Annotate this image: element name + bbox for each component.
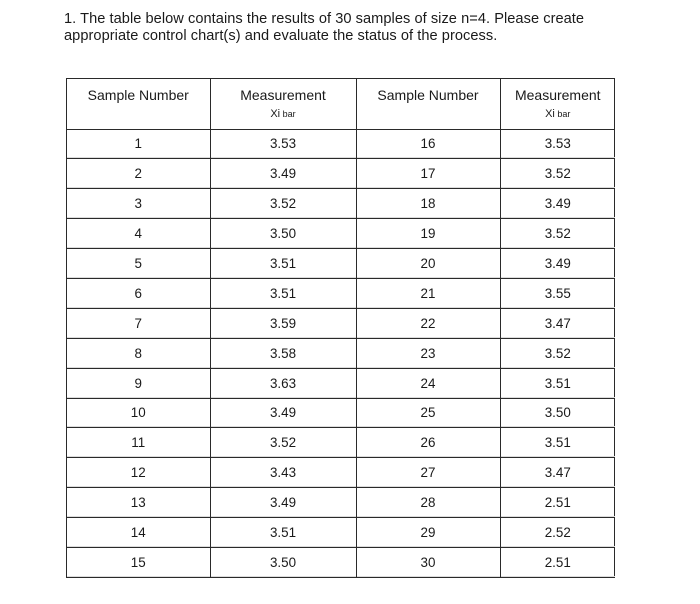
header-sample-number-left: Sample Number xyxy=(67,79,210,129)
sample-number-cell: 1 xyxy=(67,129,210,159)
sample-number-cell: 21 xyxy=(356,278,500,308)
sample-number-cell: 24 xyxy=(356,368,500,398)
header-measurement-subtitle: Xi bar xyxy=(270,108,296,120)
sample-number-cell: 18 xyxy=(356,189,500,219)
sample-data-table xyxy=(66,78,615,578)
table-row xyxy=(67,308,615,338)
header-measurement-subtitle: Xi bar xyxy=(545,108,571,120)
measurement-cell: 2.51 xyxy=(500,547,615,576)
sample-number-cell: 3 xyxy=(67,189,210,219)
sample-number-cell: 13 xyxy=(67,488,210,518)
measurement-cell: 3.51 xyxy=(210,278,356,308)
measurement-cell: 3.51 xyxy=(210,518,356,548)
measurement-cell: 3.51 xyxy=(500,368,615,398)
measurement-cell: 2.51 xyxy=(500,488,615,518)
measurement-cell: 3.51 xyxy=(500,428,615,458)
sample-number-cell: 16 xyxy=(356,129,500,159)
measurement-cell: 3.47 xyxy=(500,308,615,338)
measurement-cell: 3.52 xyxy=(210,428,356,458)
measurement-cell: 3.51 xyxy=(210,249,356,279)
table-row xyxy=(67,219,615,249)
sample-number-cell: 29 xyxy=(356,518,500,548)
sample-number-cell: 27 xyxy=(356,458,500,488)
question-line-1: 1. The table below contains the results of 30 samples of size n=4. Please create xyxy=(64,11,585,27)
table-row xyxy=(67,488,615,518)
table-row xyxy=(67,249,615,279)
sample-number-cell: 28 xyxy=(356,488,500,518)
table-row xyxy=(67,338,615,368)
sample-number-cell: 5 xyxy=(67,249,210,279)
table-row xyxy=(67,398,615,428)
sample-number-cell: 10 xyxy=(67,398,210,428)
measurement-cell: 3.53 xyxy=(210,129,356,159)
table-header-row xyxy=(67,79,615,129)
measurement-cell: 3.55 xyxy=(500,278,615,308)
table-row xyxy=(67,189,615,219)
sample-number-cell: 2 xyxy=(67,159,210,189)
measurement-cell: 3.49 xyxy=(500,249,615,279)
measurement-cell: 3.50 xyxy=(210,219,356,249)
header-measurement-right: Measurement Xi bar xyxy=(500,79,615,129)
measurement-cell: 3.49 xyxy=(500,189,615,219)
measurement-cell: 3.58 xyxy=(210,338,356,368)
measurement-cell: 3.52 xyxy=(500,219,615,249)
measurement-cell: 3.49 xyxy=(210,488,356,518)
sample-number-cell: 12 xyxy=(67,458,210,488)
measurement-cell: 3.47 xyxy=(500,458,615,488)
sample-number-cell: 11 xyxy=(67,428,210,458)
measurement-cell: 3.43 xyxy=(210,458,356,488)
sample-number-cell: 20 xyxy=(356,249,500,279)
sample-number-cell: 4 xyxy=(67,219,210,249)
sample-number-cell: 22 xyxy=(356,308,500,338)
question-line-2: appropriate control chart(s) and evaluate the status of the process. xyxy=(64,28,498,44)
measurement-cell: 3.52 xyxy=(500,159,615,189)
measurement-cell: 2.52 xyxy=(500,518,615,548)
sample-number-cell: 26 xyxy=(356,428,500,458)
table-row xyxy=(67,518,615,548)
sample-number-cell: 19 xyxy=(356,219,500,249)
sample-number-cell: 15 xyxy=(67,547,210,576)
measurement-cell: 3.50 xyxy=(500,398,615,428)
measurement-cell: 3.53 xyxy=(500,129,615,159)
sample-number-cell: 6 xyxy=(67,278,210,308)
measurement-cell: 3.63 xyxy=(210,368,356,398)
header-sample-number-right: Sample Number xyxy=(356,79,500,129)
question-text xyxy=(64,11,684,45)
measurement-cell: 3.50 xyxy=(210,547,356,576)
sample-number-cell: 17 xyxy=(356,159,500,189)
sample-number-cell: 14 xyxy=(67,518,210,548)
sample-number-cell: 7 xyxy=(67,308,210,338)
measurement-cell: 3.52 xyxy=(210,189,356,219)
table-row xyxy=(67,428,615,458)
table-row xyxy=(67,368,615,398)
table-row xyxy=(67,458,615,488)
measurement-cell: 3.49 xyxy=(210,159,356,189)
table-row xyxy=(67,547,615,576)
sample-number-cell: 23 xyxy=(356,338,500,368)
sample-number-cell: 30 xyxy=(356,547,500,576)
table-row xyxy=(67,278,615,308)
measurement-cell: 3.49 xyxy=(210,398,356,428)
header-measurement-left: Measurement Xi bar xyxy=(210,79,356,129)
table-row xyxy=(67,129,615,159)
measurement-cell: 3.52 xyxy=(500,338,615,368)
measurement-cell: 3.59 xyxy=(210,308,356,338)
table-row xyxy=(67,159,615,189)
sample-number-cell: 8 xyxy=(67,338,210,368)
sample-number-cell: 9 xyxy=(67,368,210,398)
sample-number-cell: 25 xyxy=(356,398,500,428)
